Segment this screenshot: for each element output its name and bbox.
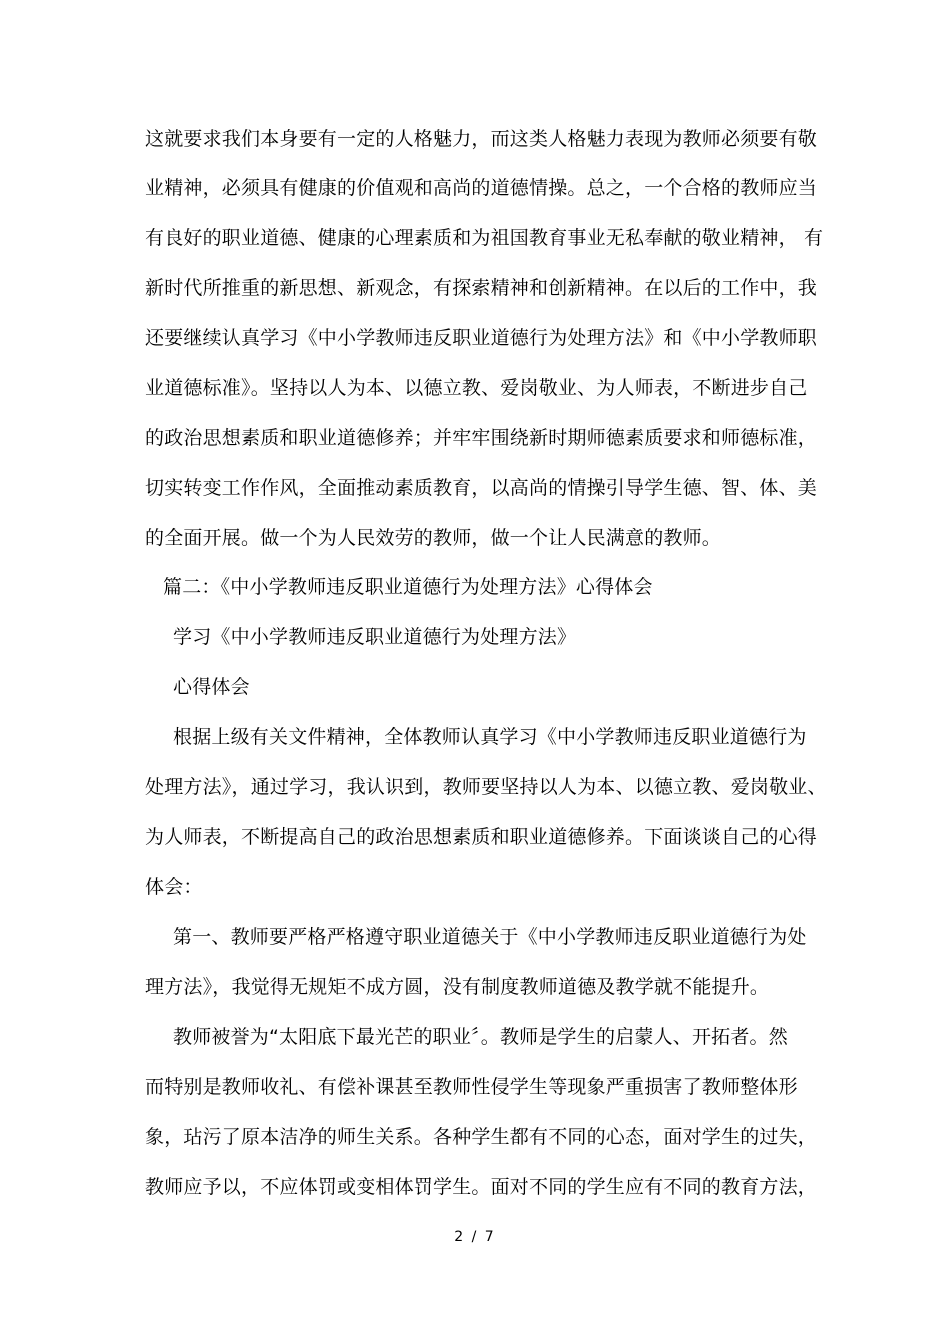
text-line: 的政治思想素质和职业道德修养；并牢牢围绕新时期师德素质要求和师德标准，: [145, 427, 818, 449]
text-line: 业道德标准》。坚持以人为本、以德立教、爱岗敬业、为人师表，不断进步自己: [145, 377, 808, 399]
text-line: 这就要求我们本身要有一定的人格魅力，而这类人格魅力表现为教师必须要有敬: [145, 128, 818, 150]
text-line: 有良好的职业道德、健康的心理素质和为祖国教育事业无私奉献的敬业精神， 有: [145, 227, 824, 249]
text-line: 新时代所推重的新思想、新观念，有探索精神和创新精神。在以后的工作中，我: [145, 277, 818, 299]
text-line: 切实转变工作作风，全面推动素质教育，以高尚的情操引导学生德、智、体、美: [145, 477, 818, 499]
text-line: 根据上级有关文件精神，全体教师认真学习《中小学教师违反职业道德行为: [173, 726, 807, 748]
text-line: 为人师表，不断提高自己的政治思想素质和职业道德修养。下面谈谈自己的心得: [145, 826, 818, 848]
subheading: 学习《中小学教师违反职业道德行为处理方法》: [173, 626, 577, 648]
text-line: 体会：: [145, 876, 203, 898]
section-heading: 篇二：《中小学教师违反职业道德行为处理方法》心得体会: [163, 576, 653, 598]
text-line: 处理方法》，通过学习，我认识到，教师要坚持以人为本、以德立教、爱岗敬业、: [145, 776, 827, 798]
subheading: 心得体会: [173, 676, 250, 698]
text-line: 业精神，必须具有健康的价值观和高尚的道德情操。总之，一个合格的教师应当: [145, 177, 818, 199]
text-line: 教师应予以，不应体罚或变相体罚学生。面对不同的学生应有不同的教育方法，: [145, 1176, 818, 1198]
text-line: 理方法》，我觉得无规矩不成方圆，没有制度教师道德及教学就不能提升。: [145, 976, 770, 998]
text-line: 教师被誉为“太阳底下最光芒的职业〞。教师是学生的启蒙人、开拓者。然: [173, 1026, 788, 1048]
text-line: 而特别是教师收礼、有偿补课甚至教师性侵学生等现象严重损害了教师整体形: [145, 1076, 798, 1098]
text-line: 第一、教师要严格严格遵守职业道德关于《中小学教师违反职业道德行为处: [173, 926, 807, 948]
page-number: 2 / 7: [454, 1229, 496, 1245]
text-line: 的全面开展。做一个为人民效劳的教师，做一个让人民满意的教师。: [145, 527, 722, 549]
text-line: 还要继续认真学习《中小学教师违反职业道德行为处理方法》和《中小学教师职: [145, 327, 818, 349]
text-line: 象，玷污了原本洁净的师生关系。各种学生都有不同的心态，面对学生的过失，: [145, 1126, 818, 1148]
